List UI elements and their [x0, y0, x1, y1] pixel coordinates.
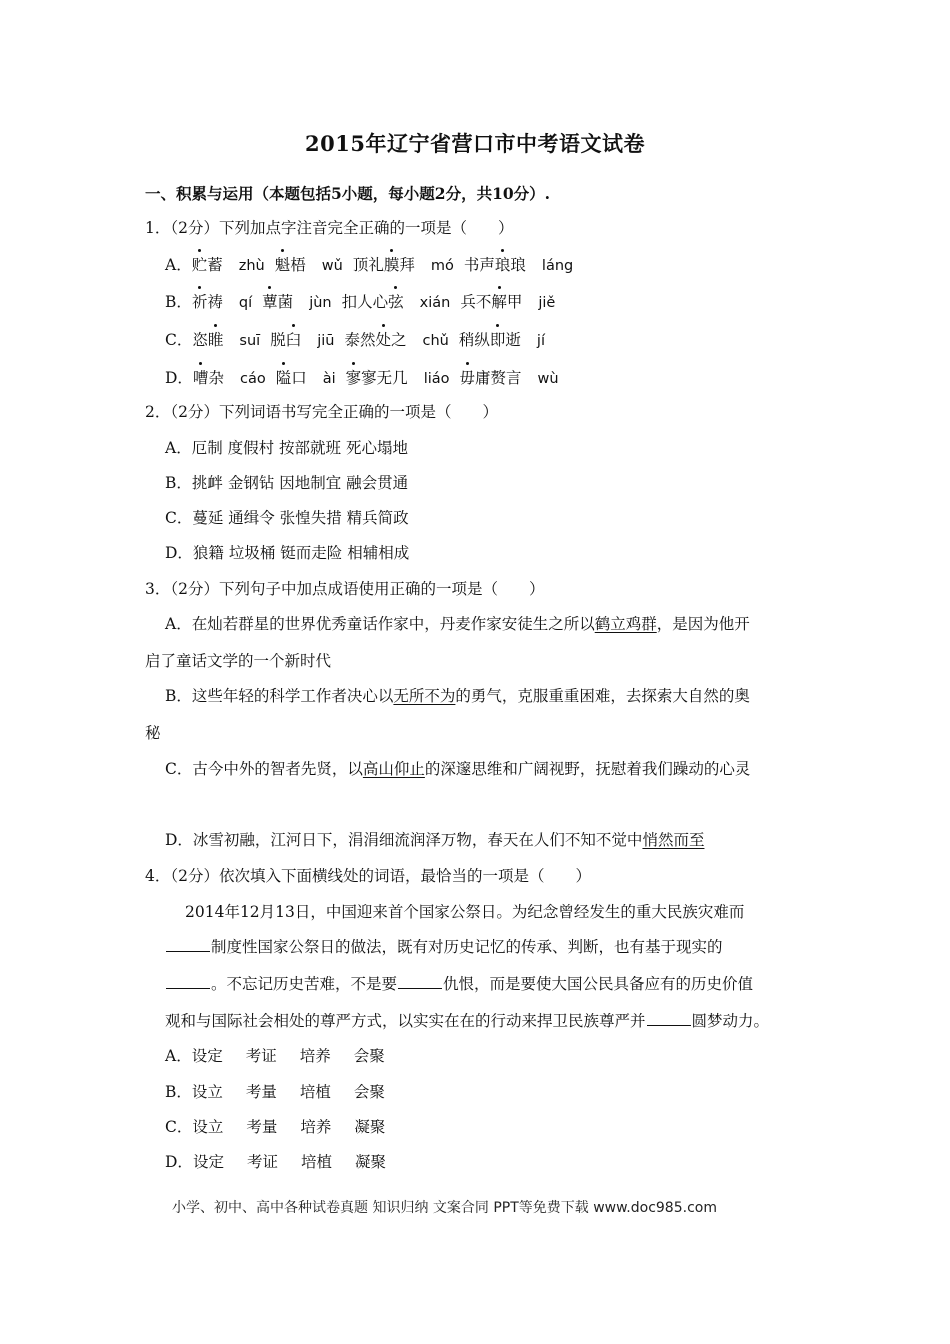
page-title: 2015年辽宁省营口市中考语文试卷 — [305, 131, 645, 156]
option-label: D． — [165, 369, 193, 387]
pinyin: wù — [537, 371, 559, 387]
question-2-stem: 2．（2分）下列词语书写完全正确的一项是（ ） — [145, 403, 498, 421]
option-word: 考证 — [246, 1153, 278, 1171]
pinyin: liáo — [423, 371, 450, 387]
dotted-char: 蕈 — [262, 293, 278, 311]
dotted-char: 嘈 — [192, 369, 209, 387]
option-word: 考证 — [245, 1047, 277, 1065]
q3-option-c — [165, 759, 750, 779]
word: 隘口 — [275, 369, 307, 387]
option-word: 凝聚 — [354, 1153, 386, 1171]
q2-option-d: D．狼籍 垃圾桶 铤而走险 相辅相成 — [165, 544, 410, 562]
pinyin: jiū — [317, 333, 335, 349]
q2-option-b: B．挑衅 金钢钻 因地制宜 融会贯通 — [165, 474, 409, 492]
pinyin: cáo — [239, 371, 266, 387]
pinyin: mó — [430, 258, 454, 274]
question-3-stem: 3．（2分）下列句子中加点成语使用正确的一项是（ ） — [145, 580, 545, 598]
question-1-stem: 1．（2分）下列加点字注音完全正确的一项是（ ） — [145, 219, 514, 237]
dotted-char: 膜 — [383, 256, 400, 274]
sentence-text: 的深邃思维和广阔视野，抚慰着我们躁动的心灵 — [424, 760, 751, 778]
pinyin: zhù — [238, 258, 265, 274]
word: 嘈杂 — [192, 369, 224, 387]
q4-option-b — [165, 1082, 408, 1102]
option-word: 会聚 — [353, 1083, 385, 1101]
dotted-char: 即 — [489, 331, 506, 349]
dotted-char: 处 — [375, 331, 391, 349]
sentence-text: C．古今中外的智者先贤，以 — [165, 760, 363, 778]
dotted-char: 解 — [491, 293, 507, 311]
option-word: 培养 — [300, 1118, 332, 1136]
q3-option-a-cont: 启了童话文学的一个新时代 — [145, 652, 332, 670]
underlined-idiom: 鹤立鸡群 — [594, 615, 657, 633]
word: 寥寥无几 — [345, 369, 408, 387]
pinyin: xián — [419, 295, 451, 311]
word: 魁梧 — [274, 256, 306, 274]
word: 稍纵即逝 — [458, 331, 521, 349]
option-word: 设立 — [191, 1083, 223, 1101]
passage-text: 制度性国家公祭日的做法，既有对历史记忆的传承、判断，也有基于现实的 — [211, 938, 723, 956]
dotted-char: 贮 — [191, 256, 208, 274]
q1-option-d — [165, 368, 569, 389]
option-label: C． — [165, 1118, 193, 1136]
q3-option-b-cont: 秘 — [145, 724, 161, 742]
passage-text: 。不忘记历史苦难，不是要 — [211, 975, 398, 993]
underlined-idiom: 高山仰止 — [362, 760, 425, 778]
q1-option-a — [165, 255, 583, 276]
passage-text: 圆梦动力。 — [691, 1012, 770, 1030]
dotted-char: 睢 — [207, 331, 224, 349]
fill-blank — [166, 974, 210, 989]
pinyin: ài — [322, 371, 336, 387]
option-word: 设定 — [192, 1153, 224, 1171]
option-word: 会聚 — [353, 1047, 385, 1065]
word: 书声琅琅 — [463, 256, 526, 274]
dotted-char: 臼 — [285, 331, 302, 349]
pinyin: qí — [238, 295, 253, 311]
word: 贮蓄 — [191, 256, 223, 274]
sentence-text: B．这些年轻的科学工作者决心以 — [165, 687, 394, 705]
underlined-idiom: 无所不为 — [393, 687, 456, 705]
pinyin: jí — [536, 333, 545, 349]
pinyin: láng — [541, 258, 574, 274]
option-word: 考量 — [246, 1118, 278, 1136]
word: 脱臼 — [270, 331, 302, 349]
word: 扣人心弦 — [341, 293, 404, 311]
sentence-text: 的勇气，克服重重困难，去探索大自然的奥 — [455, 687, 750, 705]
fill-blank — [166, 937, 210, 952]
q4-passage-line-3 — [165, 974, 753, 994]
pinyin: suī — [239, 333, 261, 349]
option-label: B． — [165, 293, 192, 311]
dotted-char: 毋 — [459, 369, 476, 387]
dotted-char: 隘 — [275, 369, 292, 387]
q4-passage-line-2 — [165, 937, 723, 957]
q4-option-c — [165, 1117, 408, 1137]
page-footer: 小学、初中、高中各种试卷真题 知识归纳 文案合同 PPT等免费下载 www.doc985.com — [172, 1200, 717, 1216]
word: 泰然处之 — [344, 331, 407, 349]
option-label: B． — [165, 1083, 192, 1101]
fill-blank — [647, 1011, 691, 1026]
option-label: D． — [165, 1153, 193, 1171]
option-word: 培植 — [299, 1083, 331, 1101]
option-label: A． — [165, 1047, 192, 1065]
dotted-char: 弦 — [388, 293, 404, 311]
q3-option-b — [165, 686, 750, 706]
sentence-text: A．在灿若群星的世界优秀童话作家中，丹麦作家安徒生之所以 — [165, 615, 595, 633]
dotted-char: 魁 — [274, 256, 291, 274]
word: 蕈菌 — [262, 293, 294, 311]
passage-text: 观和与国际社会相处的尊严方式，以实实在在的行动来捍卫民族尊严并 — [165, 1012, 646, 1030]
q1-option-c — [165, 330, 555, 351]
dotted-char: 祈 — [191, 293, 208, 311]
option-word: 设立 — [192, 1118, 224, 1136]
q4-option-d — [165, 1152, 409, 1172]
dotted-char: 琅 — [494, 256, 511, 274]
q3-option-d — [165, 830, 704, 850]
word: 恣睢 — [192, 331, 224, 349]
q2-option-a: A．厄制 度假村 按部就班 死心塌地 — [165, 439, 408, 457]
pinyin: jiě — [538, 295, 556, 311]
pinyin: jùn — [309, 295, 332, 311]
pinyin: chǔ — [422, 333, 449, 349]
pinyin: wǔ — [321, 258, 343, 274]
q4-passage-line-4 — [165, 1011, 769, 1031]
fill-blank — [398, 974, 442, 989]
section-heading: 一、积累与运用（本题包括5小题，每小题2分，共10分）. — [145, 184, 551, 203]
q1-option-b — [165, 292, 565, 313]
option-word: 培植 — [300, 1153, 332, 1171]
option-label: A． — [165, 256, 192, 274]
sentence-text: ，是因为他开 — [656, 615, 750, 633]
word: 祈祷 — [191, 293, 223, 311]
underlined-idiom: 悄然而至 — [642, 831, 705, 849]
question-4-stem: 4．（2分）依次填入下面横线处的词语，最恰当的一项是（ ） — [145, 867, 591, 885]
option-label: C． — [165, 331, 193, 349]
passage-text: 仇恨，而是要使大国公民具备应有的历史价值 — [443, 975, 754, 993]
option-word: 考量 — [245, 1083, 277, 1101]
word: 顶礼膜拜 — [352, 256, 415, 274]
sentence-text: D．冰雪初融，江河日下，涓涓细流润泽万物，春天在人们不知不觉中 — [165, 831, 643, 849]
q2-option-c: C．蔓延 通缉令 张惶失措 精兵简政 — [165, 509, 409, 527]
option-word: 培养 — [299, 1047, 331, 1065]
q4-option-a — [165, 1046, 408, 1066]
dotted-char: 寥 — [345, 369, 362, 387]
option-word: 凝聚 — [354, 1118, 386, 1136]
option-word: 设定 — [191, 1047, 223, 1065]
word: 兵不解甲 — [460, 293, 523, 311]
word: 毋庸赘言 — [459, 369, 522, 387]
q3-option-a — [165, 614, 750, 634]
q4-passage-line-1: 2014年12月13日，中国迎来首个国家公祭日。为纪念曾经发生的重大民族灾难而 — [185, 903, 745, 921]
